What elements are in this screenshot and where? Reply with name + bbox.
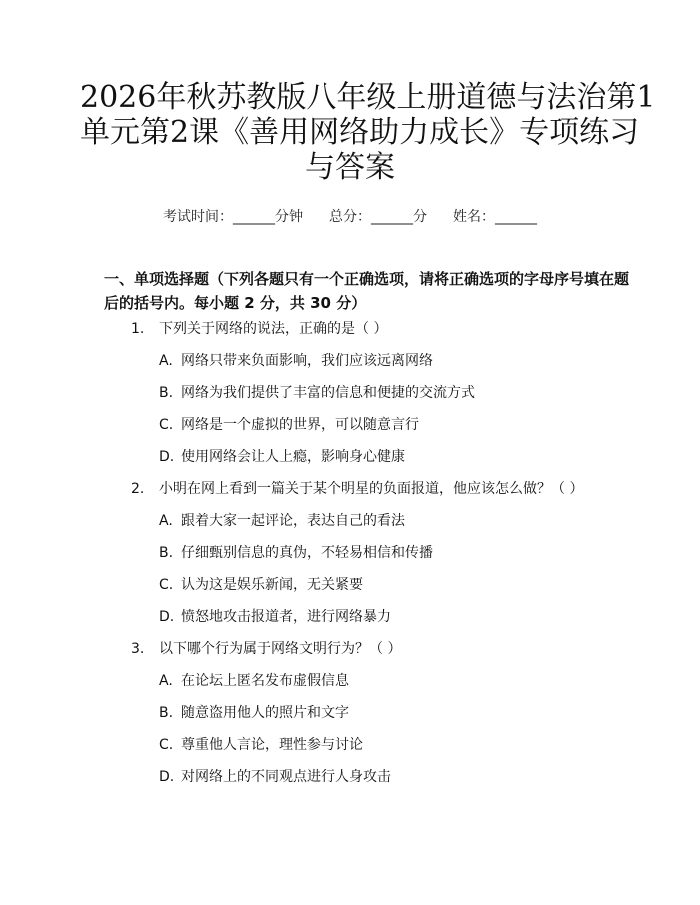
question-3-option-a [159, 670, 349, 690]
option-text: 网络只带来负面影响，我们应该远离网络 [181, 353, 433, 369]
option-letter: C. [159, 737, 174, 753]
section-heading-line-1: 一、单项选择题（下列各题只有一个正确选项，请将正确选项的字母序号填在题 [104, 270, 630, 288]
title-line-1: 2026年秋苏教版八年级上册道德与法治第1 [80, 80, 656, 115]
option-text: 跟着大家一起评论，表达自己的看法 [181, 513, 405, 529]
document-title [80, 80, 656, 185]
option-text: 尊重他人言论，理性参与讨论 [181, 737, 363, 753]
question-3-option-d [159, 766, 391, 786]
question-1-option-a [159, 350, 433, 370]
question-2-option-c [159, 574, 363, 594]
option-text: 网络为我们提供了丰富的信息和便捷的交流方式 [181, 385, 475, 401]
question-number: 2. [131, 481, 145, 497]
question-1 [131, 318, 387, 338]
question-number: 3. [131, 641, 145, 657]
option-letter: A. [159, 513, 173, 529]
question-text: 下列关于网络的说法，正确的是（ ） [159, 321, 388, 337]
question-1-option-b [159, 382, 475, 402]
question-3-option-c [159, 734, 363, 754]
option-letter: B. [159, 385, 174, 401]
section-heading-line-2: 后的括号内。每小题 2 分，共 30 分） [104, 294, 367, 312]
question-2 [131, 478, 583, 498]
question-text: 以下哪个行为属于网络文明行为？（ ） [159, 641, 402, 657]
title-line-2: 单元第2课《善用网络助力成长》专项练习 [80, 115, 640, 150]
question-3-option-b [159, 702, 349, 722]
option-letter: B. [159, 705, 174, 721]
section-heading [104, 267, 630, 315]
question-number: 1. [131, 321, 145, 337]
question-2-option-d [159, 606, 391, 626]
question-1-option-d [159, 446, 405, 466]
option-text: 认为这是娱乐新闻，无关紧要 [181, 577, 363, 593]
question-3 [131, 638, 401, 658]
option-letter: A. [159, 353, 173, 369]
option-text: 随意盗用他人的照片和文字 [181, 705, 349, 721]
option-letter: A. [159, 673, 173, 689]
option-letter: D. [159, 769, 175, 785]
option-letter: D. [159, 609, 175, 625]
option-text: 在论坛上匿名发布虚假信息 [181, 673, 349, 689]
option-letter: B. [159, 545, 174, 561]
question-1-option-c [159, 414, 419, 434]
option-letter: D. [159, 449, 175, 465]
option-letter: C. [159, 417, 174, 433]
question-text: 小明在网上看到一篇关于某个明星的负面报道，他应该怎么做？（ ） [159, 481, 584, 497]
option-text: 仔细甄别信息的真伪，不轻易相信和传播 [181, 545, 433, 561]
option-text: 使用网络会让人上瘾，影响身心健康 [181, 449, 405, 465]
question-2-option-b [159, 542, 433, 562]
student-name: 姓名：______ [453, 209, 537, 225]
exam-score: 总分：______分 [329, 209, 427, 225]
option-text: 愤怒地攻击报道者，进行网络暴力 [181, 609, 391, 625]
option-text: 对网络上的不同观点进行人身攻击 [181, 769, 391, 785]
exam-meta [0, 206, 700, 226]
exam-time: 考试时间：______分钟 [163, 209, 303, 225]
question-2-option-a [159, 510, 405, 530]
option-text: 网络是一个虚拟的世界，可以随意言行 [181, 417, 419, 433]
title-line-3: 与答案 [305, 150, 395, 185]
option-letter: C. [159, 577, 174, 593]
